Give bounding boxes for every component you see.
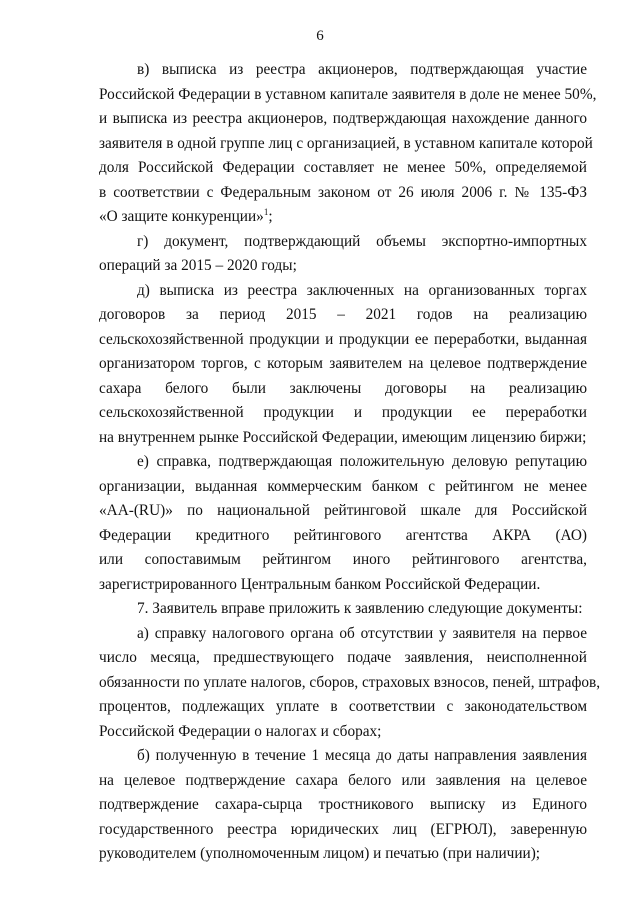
paragraph-7 xyxy=(99,597,587,622)
text-line: Федерации кредитного рейтингового агентства АКРА (АО) xyxy=(99,526,587,544)
text-line: сахара белого были заключены договоры на реализацию xyxy=(99,379,587,397)
paragraph-b xyxy=(99,744,587,867)
footnote-mark: 1 xyxy=(263,206,269,217)
text-line: доля Российской Федерации составляет не менее 50%, определяемой xyxy=(99,159,587,176)
text-line: организатором торгов, с которым заявителем на целевое подтверждение xyxy=(99,355,587,372)
text-line: зарегистрированного Центральным банком Российской Федерации. xyxy=(99,575,541,593)
text-line: процентов, подлежащих уплате в соответствии с законодательством xyxy=(99,698,587,715)
paragraph-a xyxy=(99,622,601,745)
text-line: на внутреннем рынке Российской Федерации, имеющим лицензию биржи; xyxy=(99,428,587,446)
text-line: б) полученную в течение 1 месяца до даты направления заявления xyxy=(137,747,587,764)
text-line: «AA-(RU)» по национальной рейтинговой шкале для Российской xyxy=(99,502,587,519)
text-line: на целевое подтверждение сахара белого или заявления на целевое xyxy=(99,771,587,789)
text-line: сельскохозяйственной продукции и продукции ее переработки, выданная xyxy=(99,330,587,348)
text-line: государственного реестра юридических лиц (ЕГРЮЛ), заверенную xyxy=(99,820,587,838)
paragraph-e xyxy=(99,450,587,597)
text-line: договоров за период 2015 – 2021 годов на реализацию xyxy=(99,306,587,323)
text-line: е) справка, подтверждающая положительную деловую репутацию xyxy=(137,453,587,470)
text-line: заявителя в одной группе лиц с организацией, в уставном капитале которой xyxy=(99,134,593,152)
text-fragment: «О защите конкуренции» xyxy=(99,208,264,225)
text-line: г) документ, подтверждающий объемы экспортно-импортных xyxy=(137,232,587,250)
text-line: сельскохозяйственной продукции и продукции ее переработки xyxy=(99,404,587,421)
paragraph-d xyxy=(99,279,587,451)
text-line: Российской Федерации о налогах и сборах; xyxy=(99,722,382,740)
text-line: число месяца, предшествующего подаче заявления, неисполненной xyxy=(99,649,587,666)
paragraph-v xyxy=(99,58,597,230)
text-line: в соответствии с Федеральным законом от 26 июля 2006 г. № 135-ФЗ xyxy=(99,183,587,201)
text-line: Российской Федерации в уставном капитале заявителя в доле не менее 50%, xyxy=(99,85,597,103)
paragraph-g xyxy=(99,230,587,279)
text-line: или сопоставимым рейтингом иного рейтингового агентства, xyxy=(99,551,587,568)
text-line: обязанности по уплате налогов, сборов, страховых взносов, пеней, штрафов, xyxy=(99,673,601,691)
text-line: подтверждение сахара-сырца тростникового выписку из Единого xyxy=(99,796,587,813)
text-fragment: ; xyxy=(268,208,273,225)
text-line: руководителем (уполномоченным лицом) и печатью (при наличии); xyxy=(99,845,541,862)
text-line xyxy=(99,205,587,230)
page-number: 6 xyxy=(316,28,324,44)
text-line: д) выписка из реестра заключенных на организованных торгах xyxy=(137,281,587,299)
text-line: 7. Заявитель вправе приложить к заявлению следующие документы: xyxy=(137,600,583,617)
text-line: а) справку налогового органа об отсутствии у заявителя на первое xyxy=(137,624,587,642)
text-line: организации, выданная коммерческим банком с рейтингом не менее xyxy=(99,477,587,495)
text-line: и выписка из реестра акционеров, подтверждающая нахождение данного xyxy=(99,110,587,127)
text-line: в) выписка из реестра акционеров, подтверждающая участие xyxy=(137,61,587,78)
document-body xyxy=(99,58,601,867)
text-line: операций за 2015 – 2020 годы; xyxy=(99,257,297,274)
